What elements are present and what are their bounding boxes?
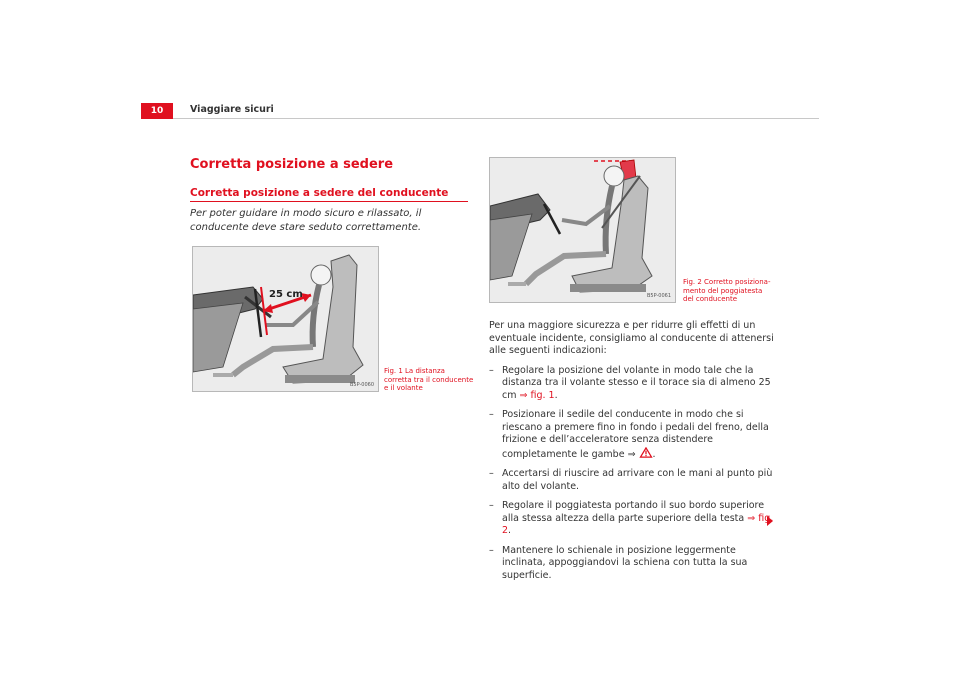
driver-seat-distance-drawing [193, 247, 379, 392]
subsection-title: Corretta posizione a sedere del conducente [190, 187, 449, 199]
warning-triangle-icon[interactable] [639, 447, 653, 458]
bullet-dash: – [489, 364, 494, 376]
list-item [489, 468, 774, 493]
subsection-divider [190, 201, 468, 202]
bullet-end: . [652, 448, 656, 460]
bullet-dash: – [489, 544, 494, 556]
figure-2-link[interactable]: ⇒ fig. 2 [502, 512, 774, 536]
bullet-text: Accertarsi di riuscire ad arrivare con le mani al punto più alto del volante. [502, 468, 773, 492]
bullet-text: Regolare il poggiatesta portando il suo bordo superiore alla stessa altezza della parte superiore della testa [502, 500, 765, 524]
figure-1-caption: Fig. 1 La distanza corretta tra il conducente e il volante [384, 367, 474, 392]
headrest-position-drawing [490, 158, 676, 303]
bullet-dash: – [489, 500, 494, 511]
bullet-text: Regolare la posizione del volante in modo tale che la distanza tra il volante stesso e il torace sia di almeno 25 cm [502, 364, 771, 401]
bullet-dash: – [489, 409, 494, 420]
list-item [489, 365, 774, 403]
intro-text: Per poter guidare in modo sicuro e rilassato, il conducente deve stare seduto correttamente. [190, 208, 422, 233]
figure-2-code: B5P-0061 [646, 293, 671, 299]
section-title: Corretta posizione a sedere [190, 157, 394, 172]
figure-2-illustration [489, 157, 676, 303]
figure-2-caption: Fig. 2 Corretto posizionamento del poggiatesta del conducente [683, 278, 771, 303]
bullet-end: . [554, 389, 558, 401]
bullet-text: Mantenere lo schienale in posizione leggermente inclinata, appoggiandovi la schiena con tutta la sua superficie. [502, 544, 748, 581]
figure-1-link[interactable]: ⇒ fig. 1 [519, 389, 555, 401]
instructions-lead: Per una maggiore sicurezza e per ridurre gli effetti di un eventuale incidente, consigliamo al conducente di attenersi alle seguenti indicazioni: [489, 320, 774, 356]
bullet-text: Posizionare il sedile del conducente in modo che si riescano a premere fino in fondo i pedali del freno, della frizione e dell’acceleratore senza distendere completamente le gambe ⇒ [502, 409, 769, 460]
distance-label: 25 cm [269, 289, 303, 300]
list-item [489, 500, 774, 538]
next-page-arrow-icon[interactable] [767, 516, 773, 526]
figure-1-illustration [192, 246, 379, 392]
list-item [489, 545, 774, 583]
bullet-dash: – [489, 468, 494, 479]
instructions-block [489, 320, 774, 589]
page-number: 10 [141, 103, 173, 119]
figure-1-code: B5P-0060 [349, 382, 374, 388]
header-divider [173, 118, 819, 119]
list-item [489, 409, 774, 461]
bullet-end: . [508, 525, 512, 536]
chapter-title: Viaggiare sicuri [190, 104, 274, 115]
